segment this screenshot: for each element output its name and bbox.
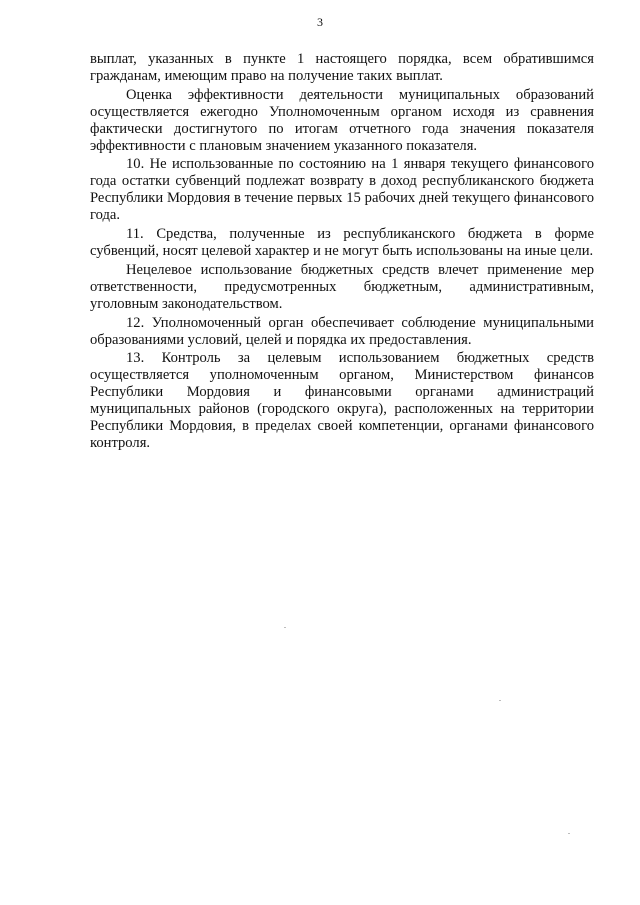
page-number: 3 [317, 15, 323, 29]
paragraph-item-11: 11. Средства, полученные из республиканского бюджета в форме субвенций, носят целевой характер и не могут быть использованы на иные цели. [90, 226, 594, 259]
document-body [90, 51, 594, 452]
paragraph-payments-continuation: выплат, указанных в пункте 1 настоящего порядка, всем обратившимся гражданам, имеющим право на получение таких выплат. [90, 51, 594, 84]
scan-speck [499, 700, 501, 701]
paragraph-misuse-liability: Нецелевое использование бюджетных средств влечет применение мер ответственности, предусмотренных бюджетным, административным, уголовным законодательством. [90, 261, 594, 312]
paragraph-efficiency-assessment: Оценка эффективности деятельности муниципальных образований осуществляется ежегодно Уполномоченным органом исходя из сравнения фактически достигнутого по итогам отчетного года значения показателя эффективности с плановым значением указанного показателя. [90, 86, 594, 154]
scan-speck [284, 627, 286, 628]
paragraph-item-12: 12. Уполномоченный орган обеспечивает соблюдение муниципальными образованиями условий, целей и порядка их предоставления. [90, 314, 594, 348]
scan-speck [568, 833, 570, 834]
paragraph-item-10: 10. Не использованные по состоянию на 1 января текущего финансового года остатки субвенций подлежат возврату в доход республиканского бюджета Республики Мордовия в течение первых 15 рабочих дней текущего финансового года. [90, 156, 594, 224]
paragraph-item-13: 13. Контроль за целевым использованием бюджетных средств осуществляется уполномоченным органом, Министерством финансов Республики Мордовия и финансовыми органами администраций муниципальных районов (городского округа), расположенных на территории Республики Мордовия, в пределах своей компетенции, органами финансового контроля. [90, 350, 594, 451]
